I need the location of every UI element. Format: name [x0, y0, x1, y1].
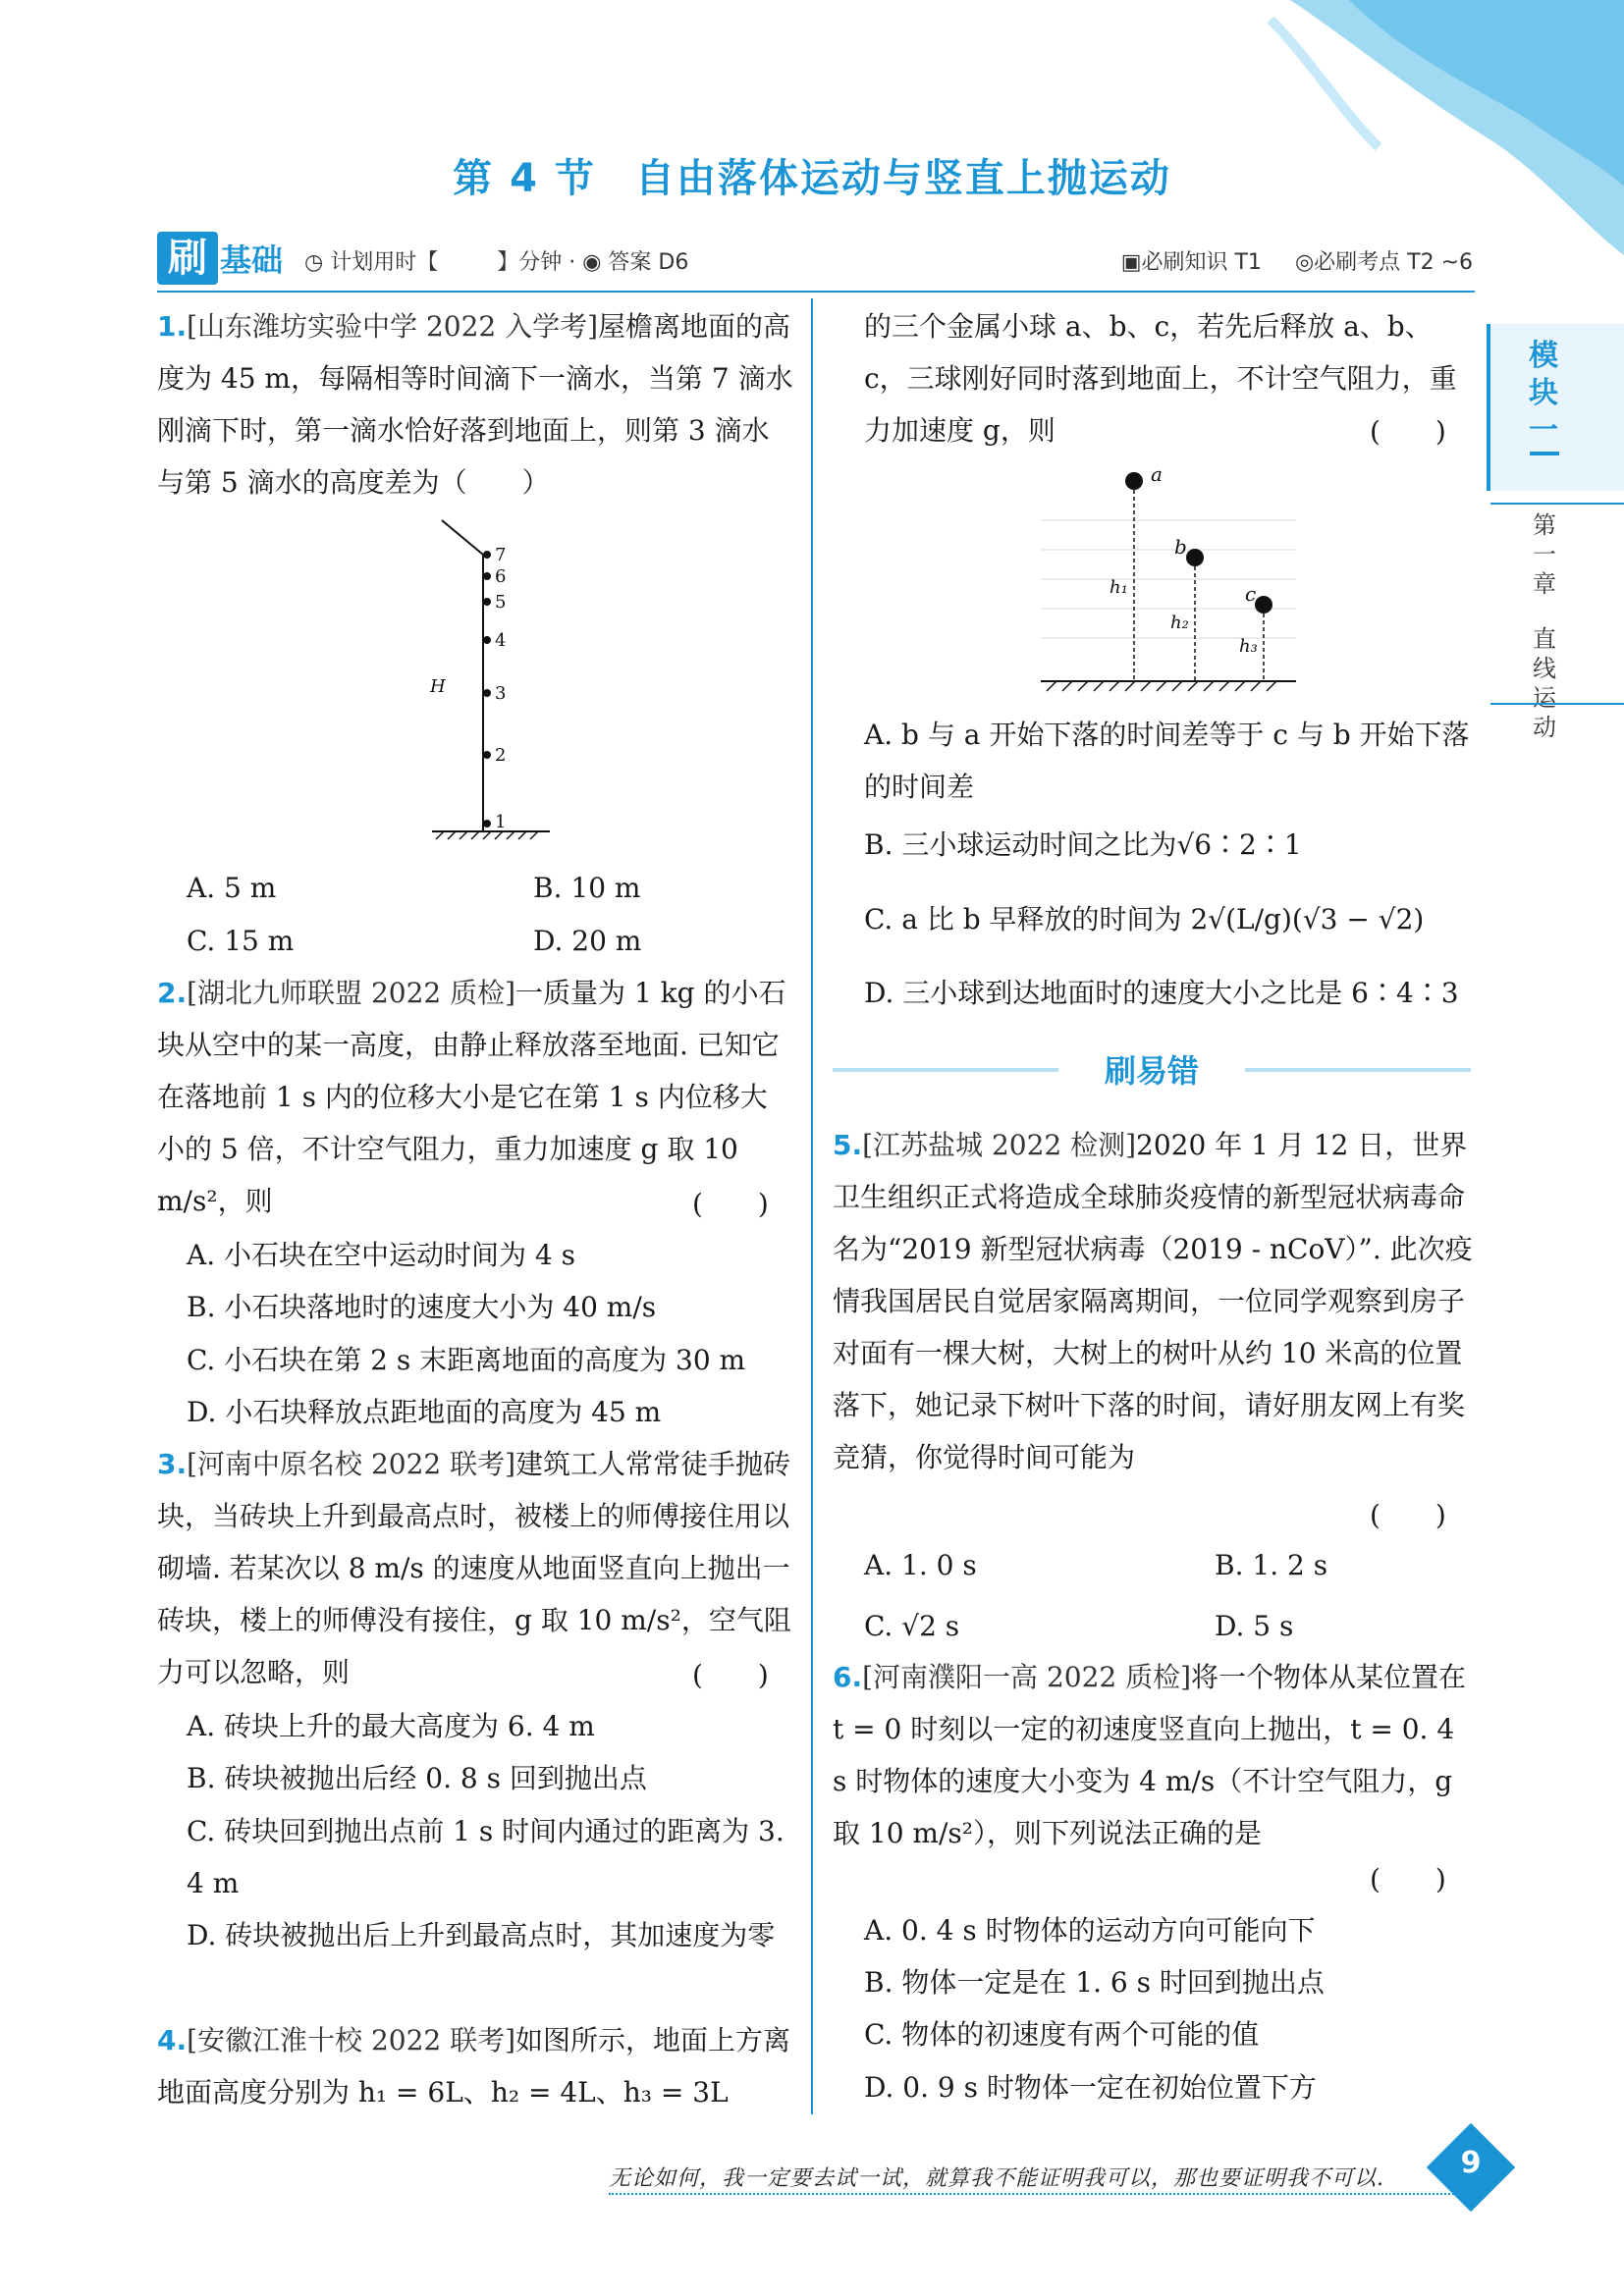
- q5-option-c: C. √2 s: [864, 1610, 960, 1642]
- q3-answer-bracket[interactable]: ( ): [692, 1659, 769, 1691]
- q4-option-a: A. b 与 a 开始下落的时间差等于 c 与 b 开始下落的时间差: [864, 719, 1470, 803]
- section-line-right: [1245, 1068, 1471, 1072]
- module-label: 模块一: [1529, 339, 1558, 448]
- section-easy-title: 刷易错: [1104, 1052, 1199, 1090]
- q5-answer-bracket[interactable]: ( ): [1370, 1499, 1446, 1531]
- q5-option-d: D. 5 s: [1215, 1610, 1294, 1642]
- q3-option-b: B. 砖块被抛出后经 0. 8 s 回到抛出点: [187, 1762, 647, 1794]
- q3-option-a: A. 砖块上升的最大高度为 6. 4 m: [187, 1710, 595, 1742]
- drop-label-4: 4: [495, 630, 507, 651]
- question-4: 4.[安徽江淮十校 2022 联考]如图所示，地面上方离地面高度分别为 h₁ = 6L、h₂ = 4L、h₃ = 3L: [157, 2024, 791, 2109]
- q1-option-a: A. 5 m: [187, 872, 277, 904]
- q1-option-c: C. 15 m: [187, 925, 295, 957]
- q3-option-c: C. 砖块回到抛出点前 1 s 时间内通过的距离为 3. 4 m: [187, 1815, 785, 1899]
- drop-label-1: 1: [495, 812, 507, 832]
- module-underline: [1530, 452, 1559, 455]
- q1-option-b: B. 10 m: [533, 872, 641, 904]
- q6-option-b: B. 物体一定是在 1. 6 s 时回到抛出点: [864, 1966, 1325, 1999]
- question-5: 5.[江苏盐城 2022 检测]2020 年 1 月 12 日，世界卫生组织正式将造成全球肺炎疫情的新型冠状病毒命名为“2019 新型冠状病毒（2019 - nCoV）”. 此次疫情我国居民自觉居家隔离期间，一位同学观察到房子对面有一棵大树，大树上的树叶从约 10 米高的位置落下，她记录下树叶下落的时间，请好朋友网上有奖竞猜，你觉得时间可能为: [833, 1129, 1473, 1473]
- footer-motto: 无论如何，我一定要去试一试，就算我不能证明我可以，那也要证明我不可以.: [609, 2166, 1384, 2191]
- q5-option-b: B. 1. 2 s: [1215, 1549, 1328, 1581]
- q6-answer-bracket[interactable]: ( ): [1370, 1863, 1446, 1896]
- page-number: 9: [1460, 2146, 1482, 2180]
- q3-option-d: D. 砖块被抛出后上升到最高点时，其加速度为零: [187, 1919, 776, 1951]
- drop-label-6: 6: [495, 566, 507, 587]
- ball-label-c: c: [1245, 582, 1257, 606]
- q6-option-c: C. 物体的初速度有两个可能的值: [864, 2018, 1260, 2051]
- figure-water-drops: [412, 515, 569, 849]
- height-label-h1: h₁: [1110, 577, 1128, 598]
- section-header: [157, 232, 1473, 289]
- drop-label-7: 7: [495, 545, 507, 565]
- q6-option-a: A. 0. 4 s 时物体的运动方向可能向下: [864, 1914, 1316, 1947]
- shua-badge: 刷: [157, 232, 218, 285]
- q4-option-c: C. a 比 b 早释放的时间为 2√(L/g)(√3 − √2): [864, 903, 1425, 935]
- q1-option-d: D. 20 m: [533, 925, 642, 957]
- drop-label-5: 5: [495, 592, 507, 613]
- ball-label-b: b: [1174, 535, 1187, 559]
- q4-answer-bracket[interactable]: ( ): [1370, 415, 1446, 448]
- figure-three-balls: [1031, 461, 1306, 707]
- question-6: 6.[河南濮阳一高 2022 质检]将一个物体从某位置在 t = 0 时刻以一定的初速度竖直向上抛出，t = 0. 4 s 时物体的速度大小变为 4 m/s（不计空气阻力，g 取 10 m/s²），则下列说法正确的是: [833, 1661, 1467, 1849]
- question-4-continued: 的三个金属小球 a、b、c，若先后释放 a、b、c，三球刚好同时落到地面上，不计空气阻力，重力加速度 g，则: [864, 310, 1457, 447]
- clock-icon: ◷: [304, 250, 324, 275]
- question-3: 3.[河南中原名校 2022 联考]建筑工人常常徒手抛砖块，当砖块上升到最高点时，被楼上的师傅接住用以砌墙. 若某次以 8 m/s 的速度从地面竖直向上抛出一砖块，楼上的师傅没有接住，g 取 10 m/s²，空气阻力可以忽略，则: [157, 1448, 791, 1688]
- plan-time: ◷ 计划用时【 】分钟 · ◉ 答案 D6: [304, 250, 689, 275]
- tab-line-bottom: [1490, 703, 1624, 705]
- ball-label-a: a: [1151, 462, 1163, 486]
- footer-dotted-line: [609, 2193, 1473, 2195]
- q5-option-a: A. 1. 0 s: [864, 1549, 977, 1581]
- target-icon: ◎: [1294, 250, 1315, 275]
- height-label-h2: h₂: [1170, 613, 1189, 633]
- column-divider: [811, 298, 813, 2114]
- drop-label-2: 2: [495, 745, 507, 766]
- header-divider: [157, 291, 1475, 293]
- q4-option-b: B. 三小球运动时间之比为√6∶2∶1: [864, 828, 1302, 861]
- q4-option-d: D. 三小球到达地面时的速度大小之比是 6∶4∶3: [864, 977, 1459, 1009]
- chapter-label: 第一章 直线运动: [1533, 511, 1556, 741]
- section-label: 基础: [220, 241, 284, 279]
- header-right: ▣必刷知识 T1 ◎必刷考点 T2 ~6: [1120, 250, 1473, 275]
- question-1: 1.[山东潍坊实验中学 2022 入学考]屋檐离地面的高度为 45 m，每隔相等时间滴下一滴水，当第 7 滴水刚滴下时，第一滴水恰好落到地面上，则第 3 滴水与第 5 滴水的高度差为（ ）: [157, 310, 793, 499]
- section-easy-mistakes: [833, 1046, 1471, 1092]
- answer-icon: ◉: [582, 250, 602, 275]
- question-2: 2.[湖北九师联盟 2022 质检]一质量为 1 kg 的小石块从空中的某一高度，由静止释放落至地面. 已知它在落地前 1 s 内的位移大小是它在第 1 s 内位移大小的 5 倍，不计空气阻力，重力加速度 g 取 10 m/s²，则: [157, 977, 786, 1217]
- q6-option-d: D. 0. 9 s 时物体一定在初始位置下方: [864, 2071, 1317, 2104]
- q2-option-a: A. 小石块在空中运动时间为 4 s: [187, 1239, 576, 1271]
- q2-answer-bracket[interactable]: ( ): [692, 1188, 769, 1220]
- tab-line: [1490, 503, 1624, 505]
- q2-option-d: D. 小石块释放点距地面的高度为 45 m: [187, 1396, 662, 1428]
- book-icon: ▣: [1120, 250, 1142, 275]
- height-label-h3: h₃: [1239, 636, 1258, 657]
- height-label-H: H: [430, 676, 446, 697]
- page-title: 第 4 节 自由落体运动与竖直上抛运动: [453, 156, 1171, 201]
- q2-option-b: B. 小石块落地时的速度大小为 40 m/s: [187, 1291, 657, 1323]
- q2-option-c: C. 小石块在第 2 s 末距离地面的高度为 30 m: [187, 1344, 746, 1376]
- drop-label-3: 3: [495, 683, 507, 704]
